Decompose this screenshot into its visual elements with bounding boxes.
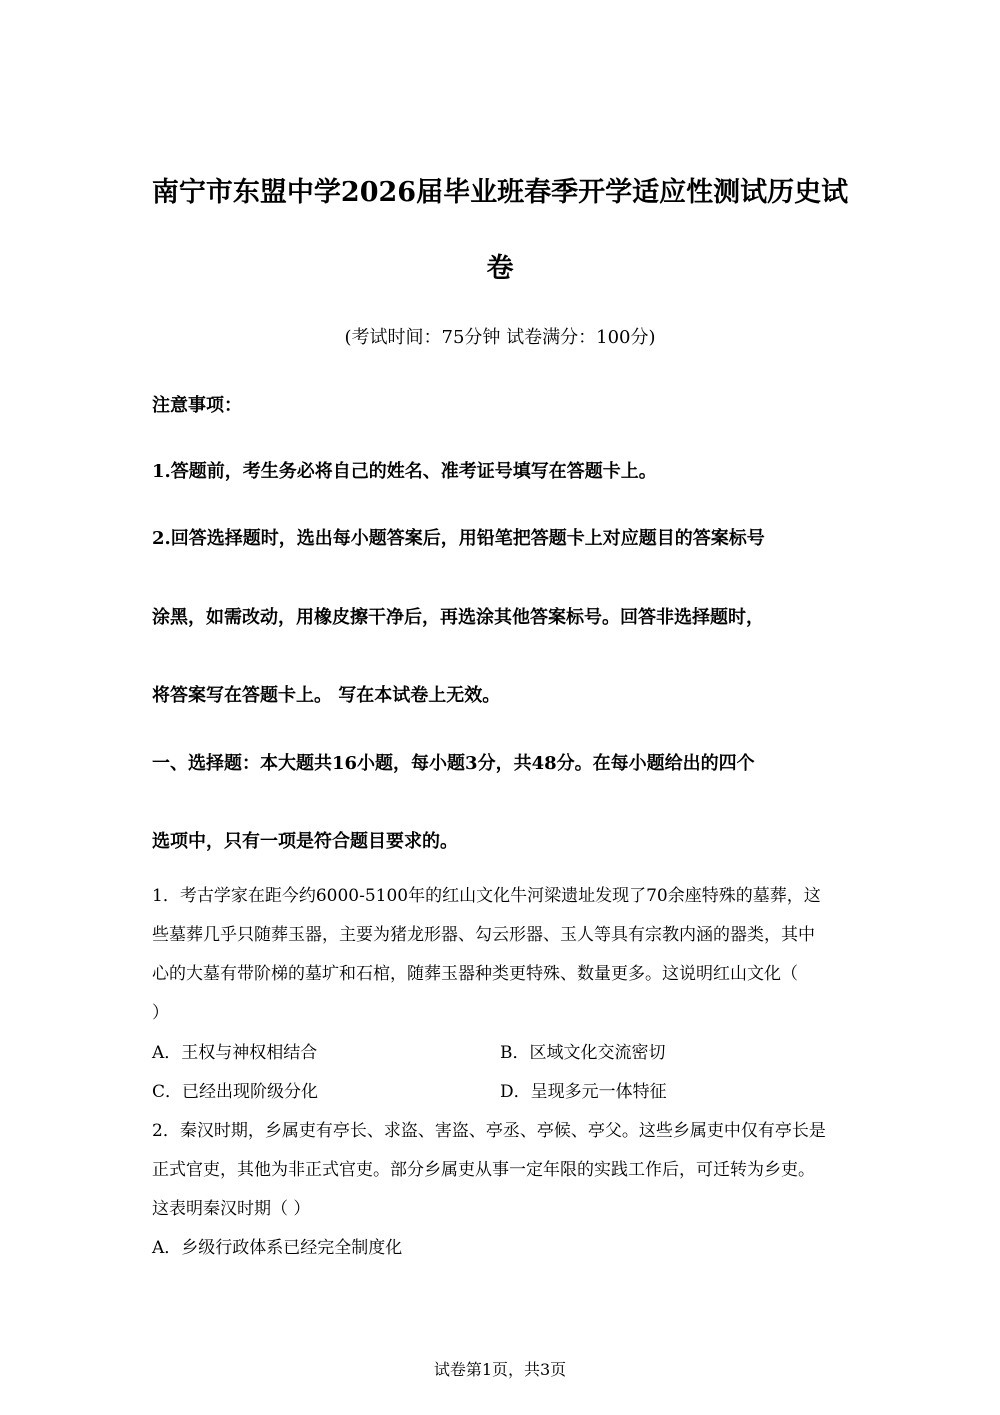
- exam-info: (考试时间：75分钟 试卷满分：100分): [344, 327, 656, 348]
- question-1-option-c: C．已经出现阶级分化: [152, 1082, 319, 1102]
- question-1-line: ）: [152, 1003, 169, 1023]
- question-1-option-a: A．王权与神权相结合: [152, 1043, 318, 1063]
- question-1-option-b: B．区域文化交流密切: [500, 1043, 666, 1063]
- exam-title-line2: 卷: [486, 253, 514, 284]
- section-heading-cont: 选项中，只有一项是符合题目要求的。: [152, 831, 458, 852]
- notice-item-1: 1.答题前，考生务必将自己的姓名、准考证号填写在答题卡上。: [152, 461, 657, 482]
- notice-heading: 注意事项：: [152, 395, 242, 416]
- question-2-line: 正式官吏，其他为非正式官吏。部分乡属吏从事一定年限的实践工作后，可迁转为乡吏。: [152, 1160, 815, 1180]
- question-1-line: 些墓葬几乎只随葬玉器，主要为猪龙形器、勾云形器、玉人等具有宗教内涵的器类，其中: [152, 925, 815, 945]
- notice-item-2-end: 将答案写在答题卡上。 写在本试卷上无效。: [152, 685, 501, 706]
- question-2-option-a: A．乡级行政体系已经完全制度化: [152, 1238, 403, 1258]
- question-2-line: 2．秦汉时期，乡属吏有亭长、求盗、害盗、亭丞、亭候、亭父。这些乡属吏中仅有亭长是: [152, 1121, 826, 1141]
- section-heading: 一、选择题：本大题共16小题，每小题3分，共48分。在每小题给出的四个: [152, 753, 755, 774]
- question-1-option-d: D．呈现多元一体特征: [500, 1082, 667, 1102]
- question-1-line: 心的大墓有带阶梯的墓圹和石棺，随葬玉器种类更特殊、数量更多。这说明红山文化（: [152, 964, 798, 984]
- question-1-line: 1．考古学家在距今约6000-5100年的红山文化牛河梁遗址发现了70余座特殊的墓葬，这: [152, 886, 821, 906]
- notice-item-2: 2.回答选择题时，选出每小题答案后，用铅笔把答题卡上对应题目的答案标号: [152, 528, 765, 549]
- notice-item-2-cont: 涂黑，如需改动，用橡皮擦干净后，再选涂其他答案标号。回答非选择题时，: [152, 607, 764, 628]
- exam-title-line1: 南宁市东盟中学2026届毕业班春季开学适应性测试历史试: [151, 177, 849, 208]
- page-footer: 试卷第1页，共3页: [433, 1360, 567, 1379]
- question-2-line: 这表明秦汉时期（ ）: [152, 1199, 311, 1219]
